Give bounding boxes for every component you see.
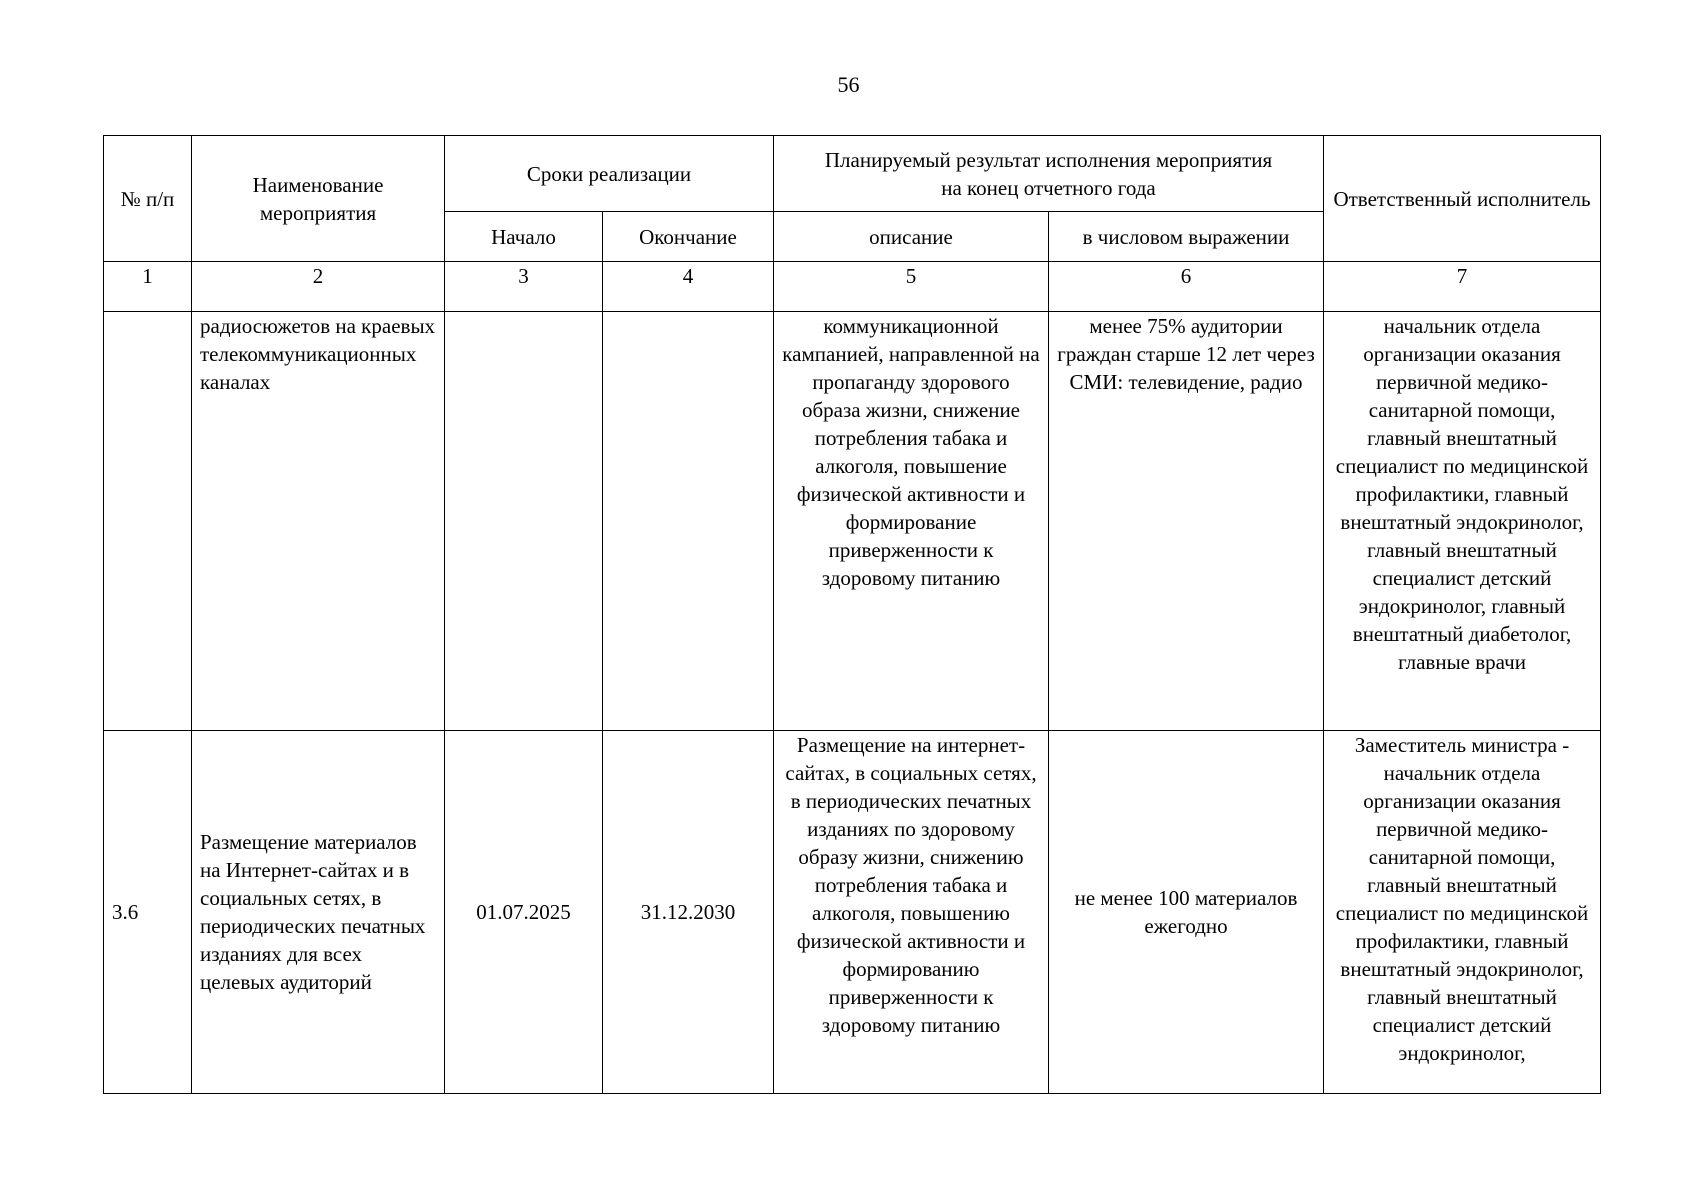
row-number — [104, 312, 192, 731]
header-start: Начало — [445, 212, 603, 262]
column-number: 1 — [104, 262, 192, 312]
activities-table — [103, 135, 1601, 1094]
header-terms: Сроки реализации — [445, 136, 774, 212]
row-start: 01.07.2025 — [445, 731, 603, 1094]
row-description: Размещение на интернет-сайтах, в социальных сетях, в периодических печатных изданиях по здоровому образу жизни, снижению потребления табака и алкоголя, повышению физической активности и формированию приверженности к здоровому питанию — [774, 731, 1049, 1094]
header-end: Окончание — [603, 212, 774, 262]
row-responsible: Заместитель министра - начальник отдела организации оказания первичной медико-санитарной помощи, главный внештатный специалист по медицинской профилактики, главный внештатный эндокринолог, главный внештатный специалист детский эндокринолог, — [1324, 731, 1601, 1094]
header-numeric: в числовом выражении — [1049, 212, 1324, 262]
page-number: 56 — [837, 72, 860, 97]
row-start — [445, 312, 603, 731]
column-number: 2 — [192, 262, 445, 312]
row-numeric: менее 75% аудитории граждан старше 12 лет через СМИ: телевидение, радио — [1049, 312, 1324, 731]
row-name: радиосюжетов на краевых телекоммуникационных каналах — [192, 312, 445, 731]
header-responsible: Ответственный исполнитель — [1324, 136, 1601, 262]
column-number: 6 — [1049, 262, 1324, 312]
row-name: Размещение материалов на Интернет-сайтах и в социальных сетях, в периодических печатных изданиях для всех целевых аудиторий — [192, 731, 445, 1094]
header-name: Наименование мероприятия — [192, 136, 445, 262]
table-row — [104, 312, 1601, 731]
row-end: 31.12.2030 — [603, 731, 774, 1094]
row-number: 3.6 — [104, 731, 192, 1094]
header-result — [774, 136, 1324, 212]
header-description: описание — [774, 212, 1049, 262]
column-number: 5 — [774, 262, 1049, 312]
table-row — [104, 731, 1601, 1094]
column-number: 7 — [1324, 262, 1601, 312]
header-result-line2: на конец отчетного года — [941, 175, 1156, 200]
row-description: коммуникационной кампанией, направленной на пропаганду здорового образа жизни, снижение потребления табака и алкоголя, повышение физической активности и формирование приверженности к здоровому питанию — [774, 312, 1049, 731]
row-responsible: начальник отдела организации оказания первичной медико-санитарной помощи, главный внештатный специалист по медицинской профилактики, главный внештатный эндокринолог, главный внештатный специалист детский эндокринолог, главный внештатный диабетолог, главные врачи — [1324, 312, 1601, 731]
header-row-top — [104, 136, 1601, 212]
column-number: 3 — [445, 262, 603, 312]
column-number: 4 — [603, 262, 774, 312]
column-numbers-row — [104, 262, 1601, 312]
header-result-line1: Планируемый результат исполнения мероприятия — [824, 147, 1273, 172]
header-num: № п/п — [104, 136, 192, 262]
row-end — [603, 312, 774, 731]
row-numeric: не менее 100 материалов ежегодно — [1049, 731, 1324, 1094]
